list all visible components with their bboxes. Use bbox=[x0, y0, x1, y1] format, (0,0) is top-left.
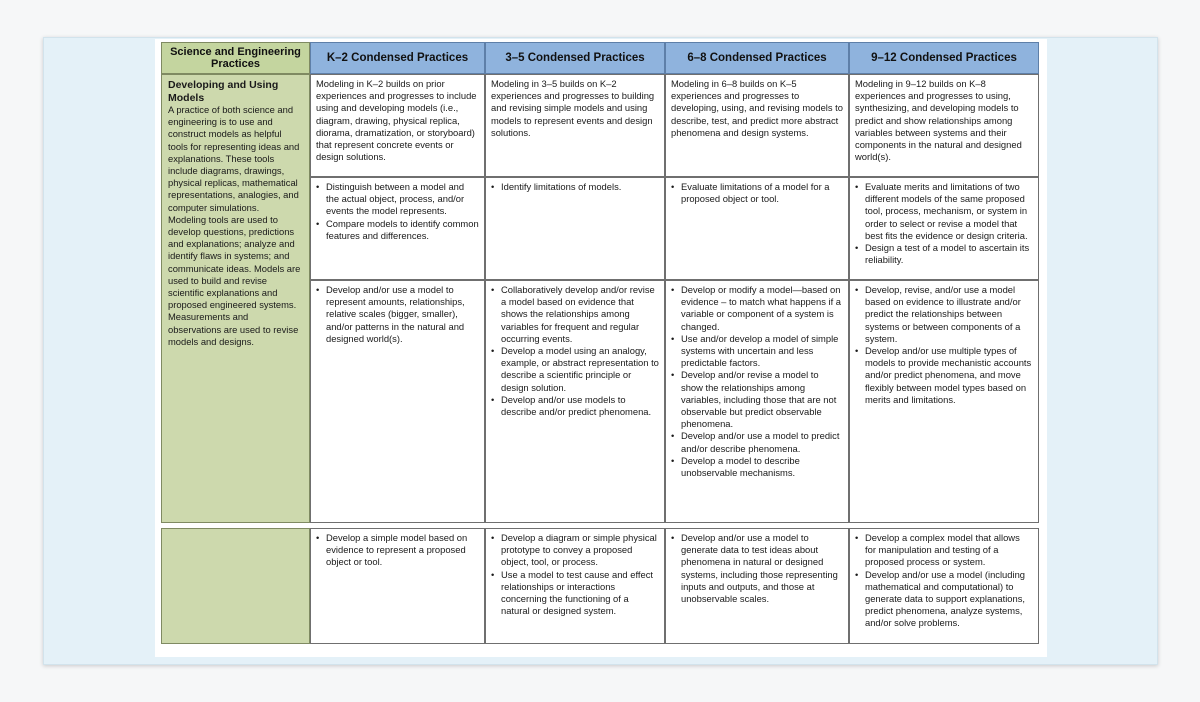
list-item: • Develop and/or use a model to predict and/or describe phenomena. bbox=[671, 430, 843, 454]
list-item: • Develop and/or use a model to generate data to test ideas about phenomena in natural or designed systems, including those representing inputs and outputs, and those at unobservable scales. bbox=[671, 532, 843, 605]
row2-9-12 bbox=[849, 177, 1039, 280]
list-item: • Develop a model using an analogy, example, or abstract representation to describe a scientific principle or design solution. bbox=[491, 345, 659, 394]
list-item: • Develop and/or revise a model to show the relationships among variables, including those that are not observable but predict observable phenomena. bbox=[671, 369, 843, 430]
list-item: • Identify limitations of models. bbox=[491, 181, 659, 193]
list-item: • Develop and/or use models to describe and/or predict phenomena. bbox=[491, 394, 659, 418]
practice-paragraph-2: Modeling tools are used to develop questions, predictions and explanations; analyze and identify flaws in systems; and communicate ideas. Models are used to build and revise scientific explanations and proposed engineered systems. Measurements and observations are used to revise models and designs. bbox=[168, 213, 301, 347]
row3-9-12 bbox=[849, 280, 1039, 523]
row4-3-5 bbox=[485, 528, 665, 644]
list-item: • Distinguish between a model and the actual object, process, and/or events the model represents. bbox=[316, 181, 479, 218]
intro-k2-text: Modeling in K–2 builds on prior experiences and progresses to include using and developing models (i.e., diagram, drawing, physical replica, diorama, dramatization, or storyboard) that represent concrete events or design solutions. bbox=[316, 78, 477, 163]
intro-9-12 bbox=[849, 74, 1039, 177]
list-item: • Develop and/or use a model (including mathematical and computational) to generate data to support explanations, predict phenomena, analyze systems, and/or solve problems. bbox=[855, 569, 1033, 630]
list-item: • Compare models to identify common features and differences. bbox=[316, 218, 479, 242]
header-6-8-label: 6–8 Condensed Practices bbox=[687, 51, 827, 64]
intro-3-5-text: Modeling in 3–5 builds on K–2 experiences and progresses to building and revising simple models and using models to represent events and design solutions. bbox=[491, 78, 655, 138]
list-item: • Develop and/or use multiple types of models to provide mechanistic accounts and/or predict phenomena, and move flexibly between model types based on merits and limitations. bbox=[855, 345, 1033, 406]
header-k2-label: K–2 Condensed Practices bbox=[326, 51, 469, 64]
list-item: • Develop a model to describe unobservable mechanisms. bbox=[671, 455, 843, 479]
list-item: • Develop a diagram or simple physical prototype to convey a proposed object, tool, or process. bbox=[491, 532, 659, 569]
row4-9-12 bbox=[849, 528, 1039, 644]
row3-3-5 bbox=[485, 280, 665, 523]
intro-6-8-text: Modeling in 6–8 builds on K–5 experiences and progresses to developing, using, and revising models to describe, test, and predict more abstract phenomena and design systems. bbox=[671, 78, 843, 138]
intro-k2 bbox=[310, 74, 485, 177]
practice-title: Developing and Using Models bbox=[168, 79, 279, 104]
list-item: • Develop a complex model that allows for manipulation and testing of a proposed process or system. bbox=[855, 532, 1033, 569]
list-item: • Develop a simple model based on evidence to represent a proposed object or tool. bbox=[316, 532, 479, 569]
intro-6-8 bbox=[665, 74, 849, 177]
row3-6-8 bbox=[665, 280, 849, 523]
practice-description bbox=[161, 74, 310, 523]
row4-k2 bbox=[310, 528, 485, 644]
header-k2 bbox=[310, 42, 485, 74]
list-item: • Use a model to test cause and effect relationships or interactions concerning the functioning of a natural or designed system. bbox=[491, 569, 659, 618]
row2-k2 bbox=[310, 177, 485, 280]
document-page bbox=[155, 39, 1047, 657]
practice-paragraph-1: A practice of both science and engineering is to use and construct models as helpful tools for representing ideas and explanations. These tools include diagrams, drawings, physical replicas, mathematical representations, analogies, and computer simulations. bbox=[168, 104, 300, 213]
header-practices bbox=[161, 42, 310, 74]
header-6-8 bbox=[665, 42, 849, 74]
list-item: • Evaluate limitations of a model for a proposed object or tool. bbox=[671, 181, 843, 205]
header-practices-label: Science and Engineering Practices bbox=[170, 45, 301, 70]
header-3-5-label: 3–5 Condensed Practices bbox=[505, 51, 645, 64]
list-item: • Develop or modify a model—based on evidence – to match what happens if a variable or component of a system is changed. bbox=[671, 284, 843, 333]
list-item: • Design a test of a model to ascertain its reliability. bbox=[855, 242, 1033, 266]
header-3-5 bbox=[485, 42, 665, 74]
practice-description-continued bbox=[161, 528, 310, 644]
row4-6-8 bbox=[665, 528, 849, 644]
list-item: • Collaboratively develop and/or revise a model based on evidence that shows the relationships among variables for frequent and regular occurring events. bbox=[491, 284, 659, 345]
row2-3-5 bbox=[485, 177, 665, 280]
header-9-12 bbox=[849, 42, 1039, 74]
list-item: • Develop, revise, and/or use a model based on evidence to illustrate and/or predict the relationships between systems or between components of a system. bbox=[855, 284, 1033, 345]
intro-3-5 bbox=[485, 74, 665, 177]
list-item: • Develop and/or use a model to represent amounts, relationships, relative scales (bigger, smaller), and/or patterns in the natural and designed world(s). bbox=[316, 284, 479, 345]
row3-k2 bbox=[310, 280, 485, 523]
row2-6-8 bbox=[665, 177, 849, 280]
header-9-12-label: 9–12 Condensed Practices bbox=[871, 51, 1017, 64]
list-item: • Use and/or develop a model of simple systems with uncertain and less predictable factors. bbox=[671, 333, 843, 370]
list-item: • Evaluate merits and limitations of two different models of the same proposed tool, process, mechanism, or system in order to select or revise a model that best fits the evidence or design criteria. bbox=[855, 181, 1033, 242]
intro-9-12-text: Modeling in 9–12 builds on K–8 experiences and progresses to using, synthesizing, and developing models to predict and show relationships among variables between systems and their components in the natural and designed world(s). bbox=[855, 78, 1022, 163]
